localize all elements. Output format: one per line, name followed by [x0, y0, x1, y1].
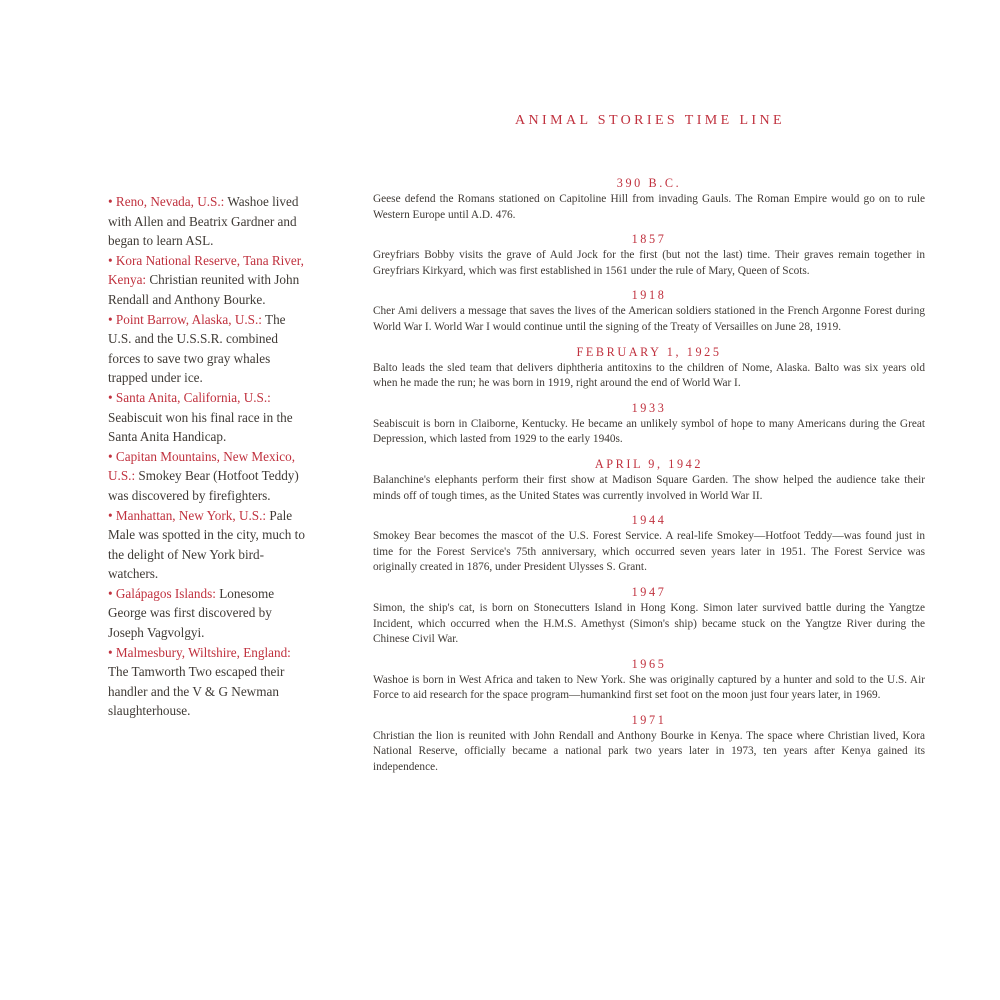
timeline-text: Seabiscuit is born in Claiborne, Kentucky. He became an unlikely symbol of hope to many Americans during the Great Depression, which lasted from 1929 to the early 1940s. — [373, 417, 925, 446]
location-name: • Galápagos Islands: — [108, 585, 216, 601]
timeline-date: FEBRUARY 1, 1925 — [576, 344, 722, 359]
timeline-date: 1947 — [631, 584, 667, 599]
timeline-date: 1918 — [631, 288, 667, 303]
timeline-entry — [373, 288, 925, 335]
location-name: • Kora National Reserve, Tana River, Kenya: — [108, 252, 304, 288]
location-description: Seabiscuit won his final race in the Santa Anita Handicap. — [108, 409, 293, 445]
timeline-text: Balanchine's elephants perform their first show at Madison Square Garden. The show helped the audience take their minds off of tough times, as the United States was currently involved in World War II. — [373, 473, 925, 502]
timeline-date: 1944 — [631, 513, 667, 528]
timeline-entry — [373, 513, 925, 576]
timeline-text: Washoe is born in West Africa and taken to New York. She was originally captured by a hunter and sold to the U.S. Air Force to aid research for the space program—humankind first set foot on the moon just four years later, in 1969. — [373, 673, 925, 702]
location-entry — [108, 447, 308, 506]
location-name: • Point Barrow, Alaska, U.S.: — [108, 311, 262, 327]
timeline-text: Balto leads the sled team that delivers diphtheria antitoxins to the children of Nome, Alaska. Balto was six years old when he made the run; he was born in 1919, right around the end of World War I. — [373, 361, 925, 390]
location-entry — [108, 388, 308, 447]
timeline-text: Geese defend the Romans stationed on Capitoline Hill from invading Gauls. The Roman Empire would go on to rule Western Europe until A.D. 476. — [373, 193, 925, 221]
location-entry — [108, 506, 308, 584]
location-entry — [108, 643, 308, 721]
page-title: ANIMAL STORIES TIME LINE — [515, 113, 785, 128]
location-entry — [108, 192, 308, 251]
timeline-entry — [373, 401, 925, 448]
location-description: The Tamworth Two escaped their handler and the V & G Newman slaughterhouse. — [108, 664, 285, 719]
timeline-text: Greyfriars Bobby visits the grave of Auld Jock for the first (but not the last) time. Their graves remain together in Greyfriars Kirkyard, which was first established in 1561 under the rule of Mary, Queen of Scots. — [373, 249, 925, 277]
location-name: • Malmesbury, Wiltshire, England: — [108, 644, 291, 660]
timeline-text: Simon, the ship's cat, is born on Stonecutters Island in Hong Kong. Simon later survived battle during the Yangtze Incident, which occurred when the H.M.S. Amethyst (Simon's ship) became stuck on the Yangtze River during the Chinese Civil War. — [373, 601, 925, 646]
location-description: Smokey Bear (Hotfoot Teddy) was discovered by firefighters. — [108, 468, 299, 503]
timeline-entry — [373, 585, 925, 648]
location-description: Pale Male was spotted in the city, much to the delight of New York bird-watchers. — [108, 507, 305, 582]
timeline-entry — [373, 232, 925, 279]
timeline-date: 1965 — [631, 656, 667, 671]
timeline-entry — [373, 657, 925, 704]
location-name: • Capitan Mountains, New Mexico, U.S.: — [108, 448, 296, 484]
timeline-date: 1933 — [631, 400, 667, 415]
timeline-text: Cher Ami delivers a message that saves the lives of the American soldiers stationed in the French Argonne Forest during World War I. World War I would continue until the signing of the Treaty of Versailles on June 28, 1919. — [373, 305, 925, 333]
timeline-date: 1857 — [631, 232, 667, 247]
location-description: The U.S. and the U.S.S.R. combined forces to save two gray whales trapped under ice. — [108, 311, 286, 386]
timeline-text: Christian the lion is reunited with John Rendall and Anthony Bourke in Kenya. The space where Christian lived, Kora National Reserve, officially became a national park two years later in 1973, ten years after Kenya gained its independence. — [373, 729, 925, 774]
location-entry — [108, 584, 308, 643]
location-description: Christian reunited with John Rendall and Anthony Bourke. — [108, 272, 300, 307]
location-name: • Reno, Nevada, U.S.: — [108, 194, 225, 209]
location-entry — [108, 310, 308, 388]
timeline-date: 390 B.C. — [616, 176, 682, 190]
location-name: • Manhattan, New York, U.S.: — [108, 507, 267, 523]
location-name: • Santa Anita, California, U.S.: — [108, 389, 271, 405]
timeline-date: 1971 — [631, 712, 667, 727]
timeline-text: Smokey Bear becomes the mascot of the U.S. Forest Service. A real-life Smokey—Hotfoot Teddy—was found just in time for the Forest Service's 75th anniversary, which occurred seven years later in 1951. The Forest Service was originally created in 1876, under President Ulysses S. Grant. — [373, 530, 925, 574]
timeline-date: APRIL 9, 1942 — [594, 456, 704, 471]
location-description: Washoe lived with Allen and Beatrix Gardner and began to learn ASL. — [108, 194, 299, 249]
timeline-entry — [373, 457, 925, 504]
timeline-entry — [373, 345, 925, 392]
timeline-entry — [373, 176, 925, 223]
timeline-entry — [373, 713, 925, 776]
timeline — [373, 176, 925, 785]
location-description: Lonesome George was first discovered by Joseph Vagvolgyi. — [108, 585, 275, 641]
location-entry — [108, 251, 308, 310]
location-list — [108, 192, 308, 721]
